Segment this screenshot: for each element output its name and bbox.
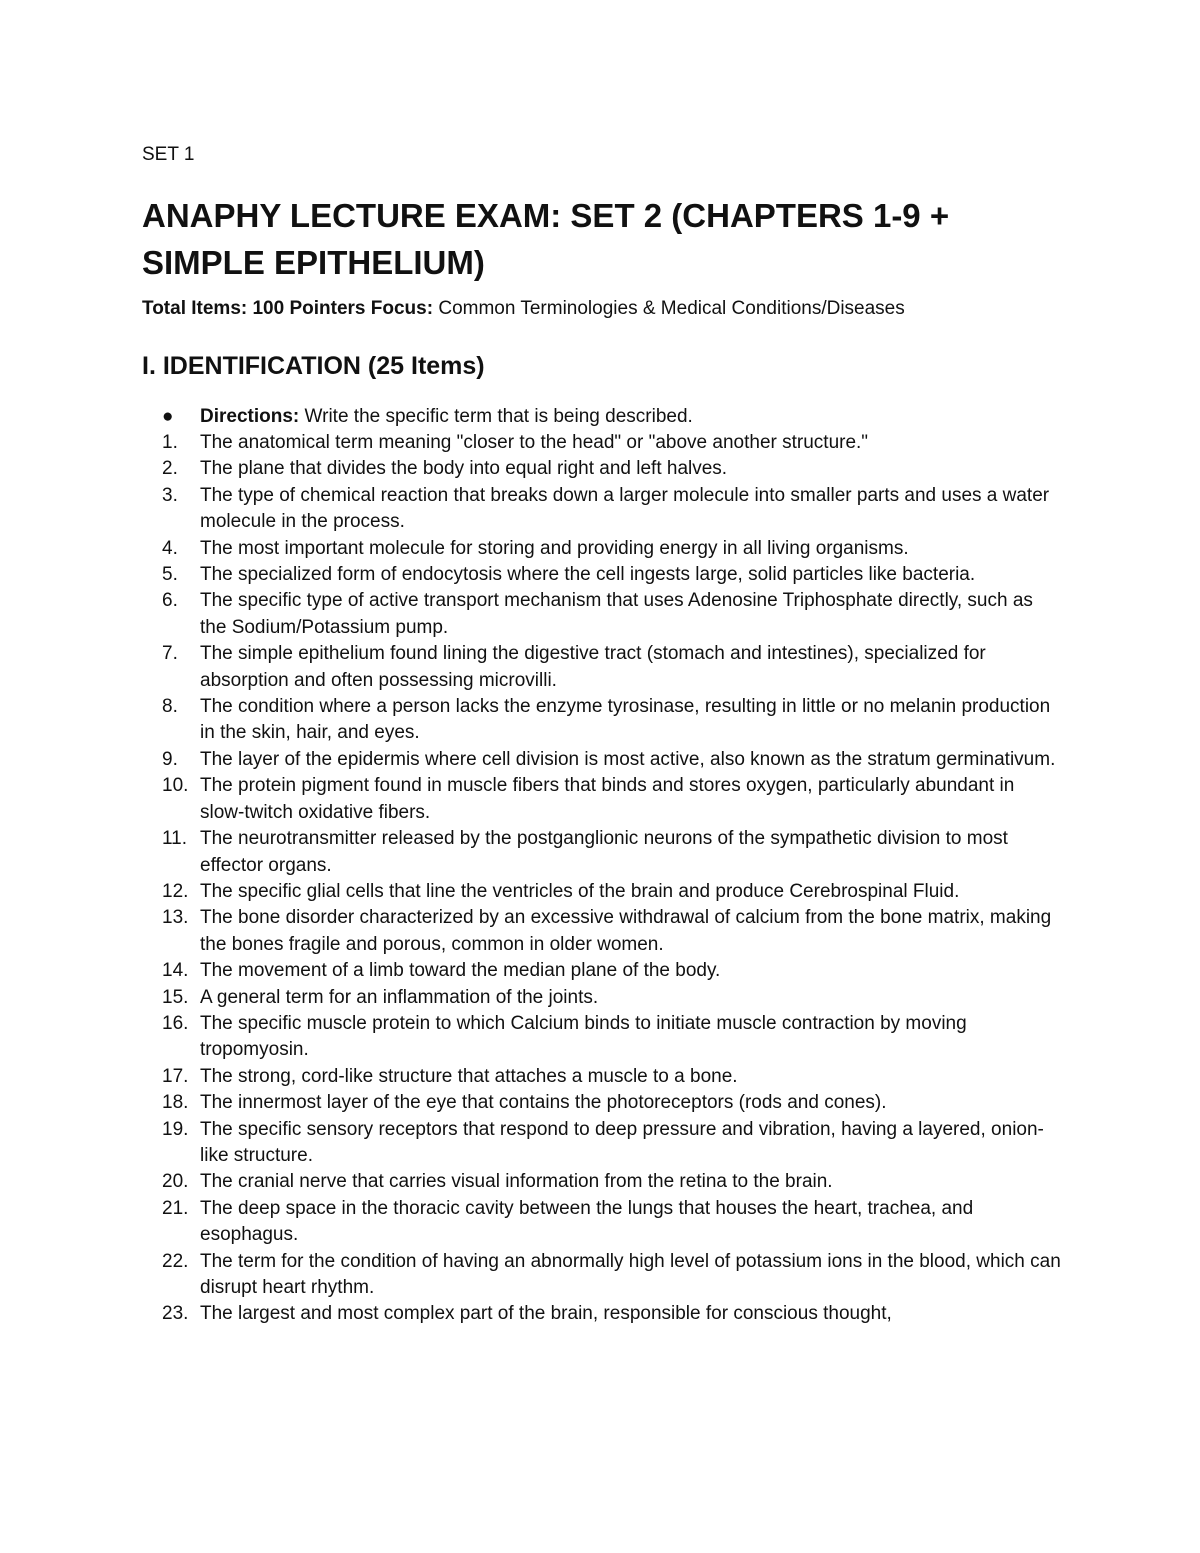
question-item (162, 1011, 1062, 1064)
directions-text: Write the specific term that is being described. (304, 406, 693, 427)
question-text: The deep space in the thoracic cavity between the lungs that houses the heart, trachea, and esophagus. (200, 1197, 974, 1246)
question-text: The bone disorder characterized by an excessive withdrawal of calcium from the bone matrix, making the bones fragile and porous, common in older women. (200, 907, 1052, 955)
question-item (162, 483, 1062, 536)
question-item (162, 1169, 1062, 1195)
question-number: 1. (162, 432, 178, 453)
question-number: 5. (162, 564, 178, 586)
question-item (162, 747, 1062, 773)
question-number: 14. (162, 960, 189, 982)
question-item (162, 536, 1062, 562)
question-list (162, 430, 1062, 1328)
question-text: A general term for an inflammation of the joints. (200, 986, 599, 1008)
bullet-icon: ● (162, 406, 174, 427)
question-item (162, 1064, 1062, 1090)
question-item (162, 1117, 1062, 1170)
exam-meta (142, 298, 905, 320)
question-item (162, 985, 1062, 1011)
question-number: 7. (162, 643, 178, 665)
question-number: 3. (162, 484, 178, 506)
question-number: 16. (162, 1012, 189, 1034)
question-item (162, 430, 1062, 456)
question-item (162, 1090, 1062, 1116)
question-item (162, 588, 1062, 641)
question-text: The specific glial cells that line the ventricles of the brain and produce Cerebrospinal Fluid. (200, 880, 960, 902)
question-text: The specific sensory receptors that respond to deep pressure and vibration, having a layered, onion-like structure. (200, 1118, 1044, 1166)
question-text: The simple epithelium found lining the digestive tract (stomach and intestines), specialized for absorption and often possessing microvilli. (200, 643, 986, 691)
question-text: The most important molecule for storing and providing energy in all living organisms. (200, 537, 909, 559)
question-text: The condition where a person lacks the enzyme tyrosinase, resulting in little or no melanin production in the skin, hair, and eyes. (200, 696, 1051, 744)
question-item (162, 562, 1062, 588)
set-label: SET 1 (142, 144, 195, 165)
question-text: The specific type of active transport mechanism that uses Adenosine Triphosphate directly, such as the Sodium/Potassium pump. (200, 590, 1033, 638)
question-text: The plane that divides the body into equal right and left halves. (200, 458, 728, 480)
question-item (162, 905, 1062, 958)
question-item (162, 879, 1062, 905)
directions (162, 404, 693, 430)
question-text: The cranial nerve that carries visual information from the retina to the brain. (200, 1171, 833, 1193)
question-number: 15. (162, 986, 189, 1008)
section-heading: I. IDENTIFICATION (25 Items) (142, 352, 485, 380)
question-item (162, 456, 1062, 482)
question-item (162, 958, 1062, 984)
question-number: 10. (162, 775, 189, 797)
question-text: The specialized form of endocytosis where the cell ingests large, solid particles like bacteria. (200, 564, 976, 586)
question-text: The strong, cord-like structure that attaches a muscle to a bone. (200, 1065, 738, 1087)
question-item (162, 1249, 1062, 1302)
question-text: The anatomical term meaning "closer to the head" or "above another structure." (200, 432, 869, 453)
directions-label: Directions: (200, 406, 300, 427)
focus-label: Focus: (370, 298, 434, 319)
question-number: 18. (162, 1092, 189, 1114)
focus-value: Common Terminologies & Medical Conditions/Diseases (438, 298, 905, 319)
question-text: The type of chemical reaction that breaks down a larger molecule into smaller parts and uses a water molecule in the process. (200, 484, 1050, 533)
question-item (162, 1301, 1062, 1327)
question-number: 8. (162, 696, 178, 718)
exam-title: ANAPHY LECTURE EXAM: SET 2 (CHAPTERS 1-9 + SIMPLE EPITHELIUM) (142, 197, 950, 281)
question-text: The term for the condition of having an abnormally high level of potassium ions in the blood, which can disrupt heart rhythm. (200, 1250, 1061, 1298)
question-number: 9. (162, 748, 178, 770)
question-number: 13. (162, 907, 189, 929)
question-item (162, 641, 1062, 694)
question-number: 11. (162, 828, 188, 850)
question-item (162, 694, 1062, 747)
question-text: The largest and most complex part of the brain, responsible for conscious thought, (200, 1303, 892, 1325)
total-items-label: Total Items: 100 Pointers (142, 298, 366, 319)
question-text: The neurotransmitter released by the postganglionic neurons of the sympathetic division to most effector organs. (200, 828, 1008, 876)
question-text: The protein pigment found in muscle fibers that binds and stores oxygen, particularly abundant in slow-twitch oxidative fibers. (200, 775, 1015, 823)
question-number: 21. (162, 1197, 189, 1219)
question-text: The innermost layer of the eye that contains the photoreceptors (rods and cones). (200, 1092, 887, 1114)
question-number: 2. (162, 458, 178, 480)
question-item (162, 773, 1062, 826)
question-number: 20. (162, 1171, 189, 1193)
question-number: 17. (162, 1065, 189, 1087)
question-number: 22. (162, 1250, 189, 1272)
question-number: 23. (162, 1303, 189, 1325)
question-item (162, 826, 1062, 879)
question-text: The layer of the epidermis where cell division is most active, also known as the stratum germinativum. (200, 748, 1056, 770)
question-number: 6. (162, 590, 178, 612)
question-item (162, 1196, 1062, 1249)
question-number: 12. (162, 880, 189, 902)
question-text: The movement of a limb toward the median plane of the body. (200, 960, 721, 982)
question-number: 19. (162, 1118, 189, 1140)
question-number: 4. (162, 537, 178, 559)
question-text: The specific muscle protein to which Calcium binds to initiate muscle contraction by moving tropomyosin. (200, 1012, 967, 1061)
